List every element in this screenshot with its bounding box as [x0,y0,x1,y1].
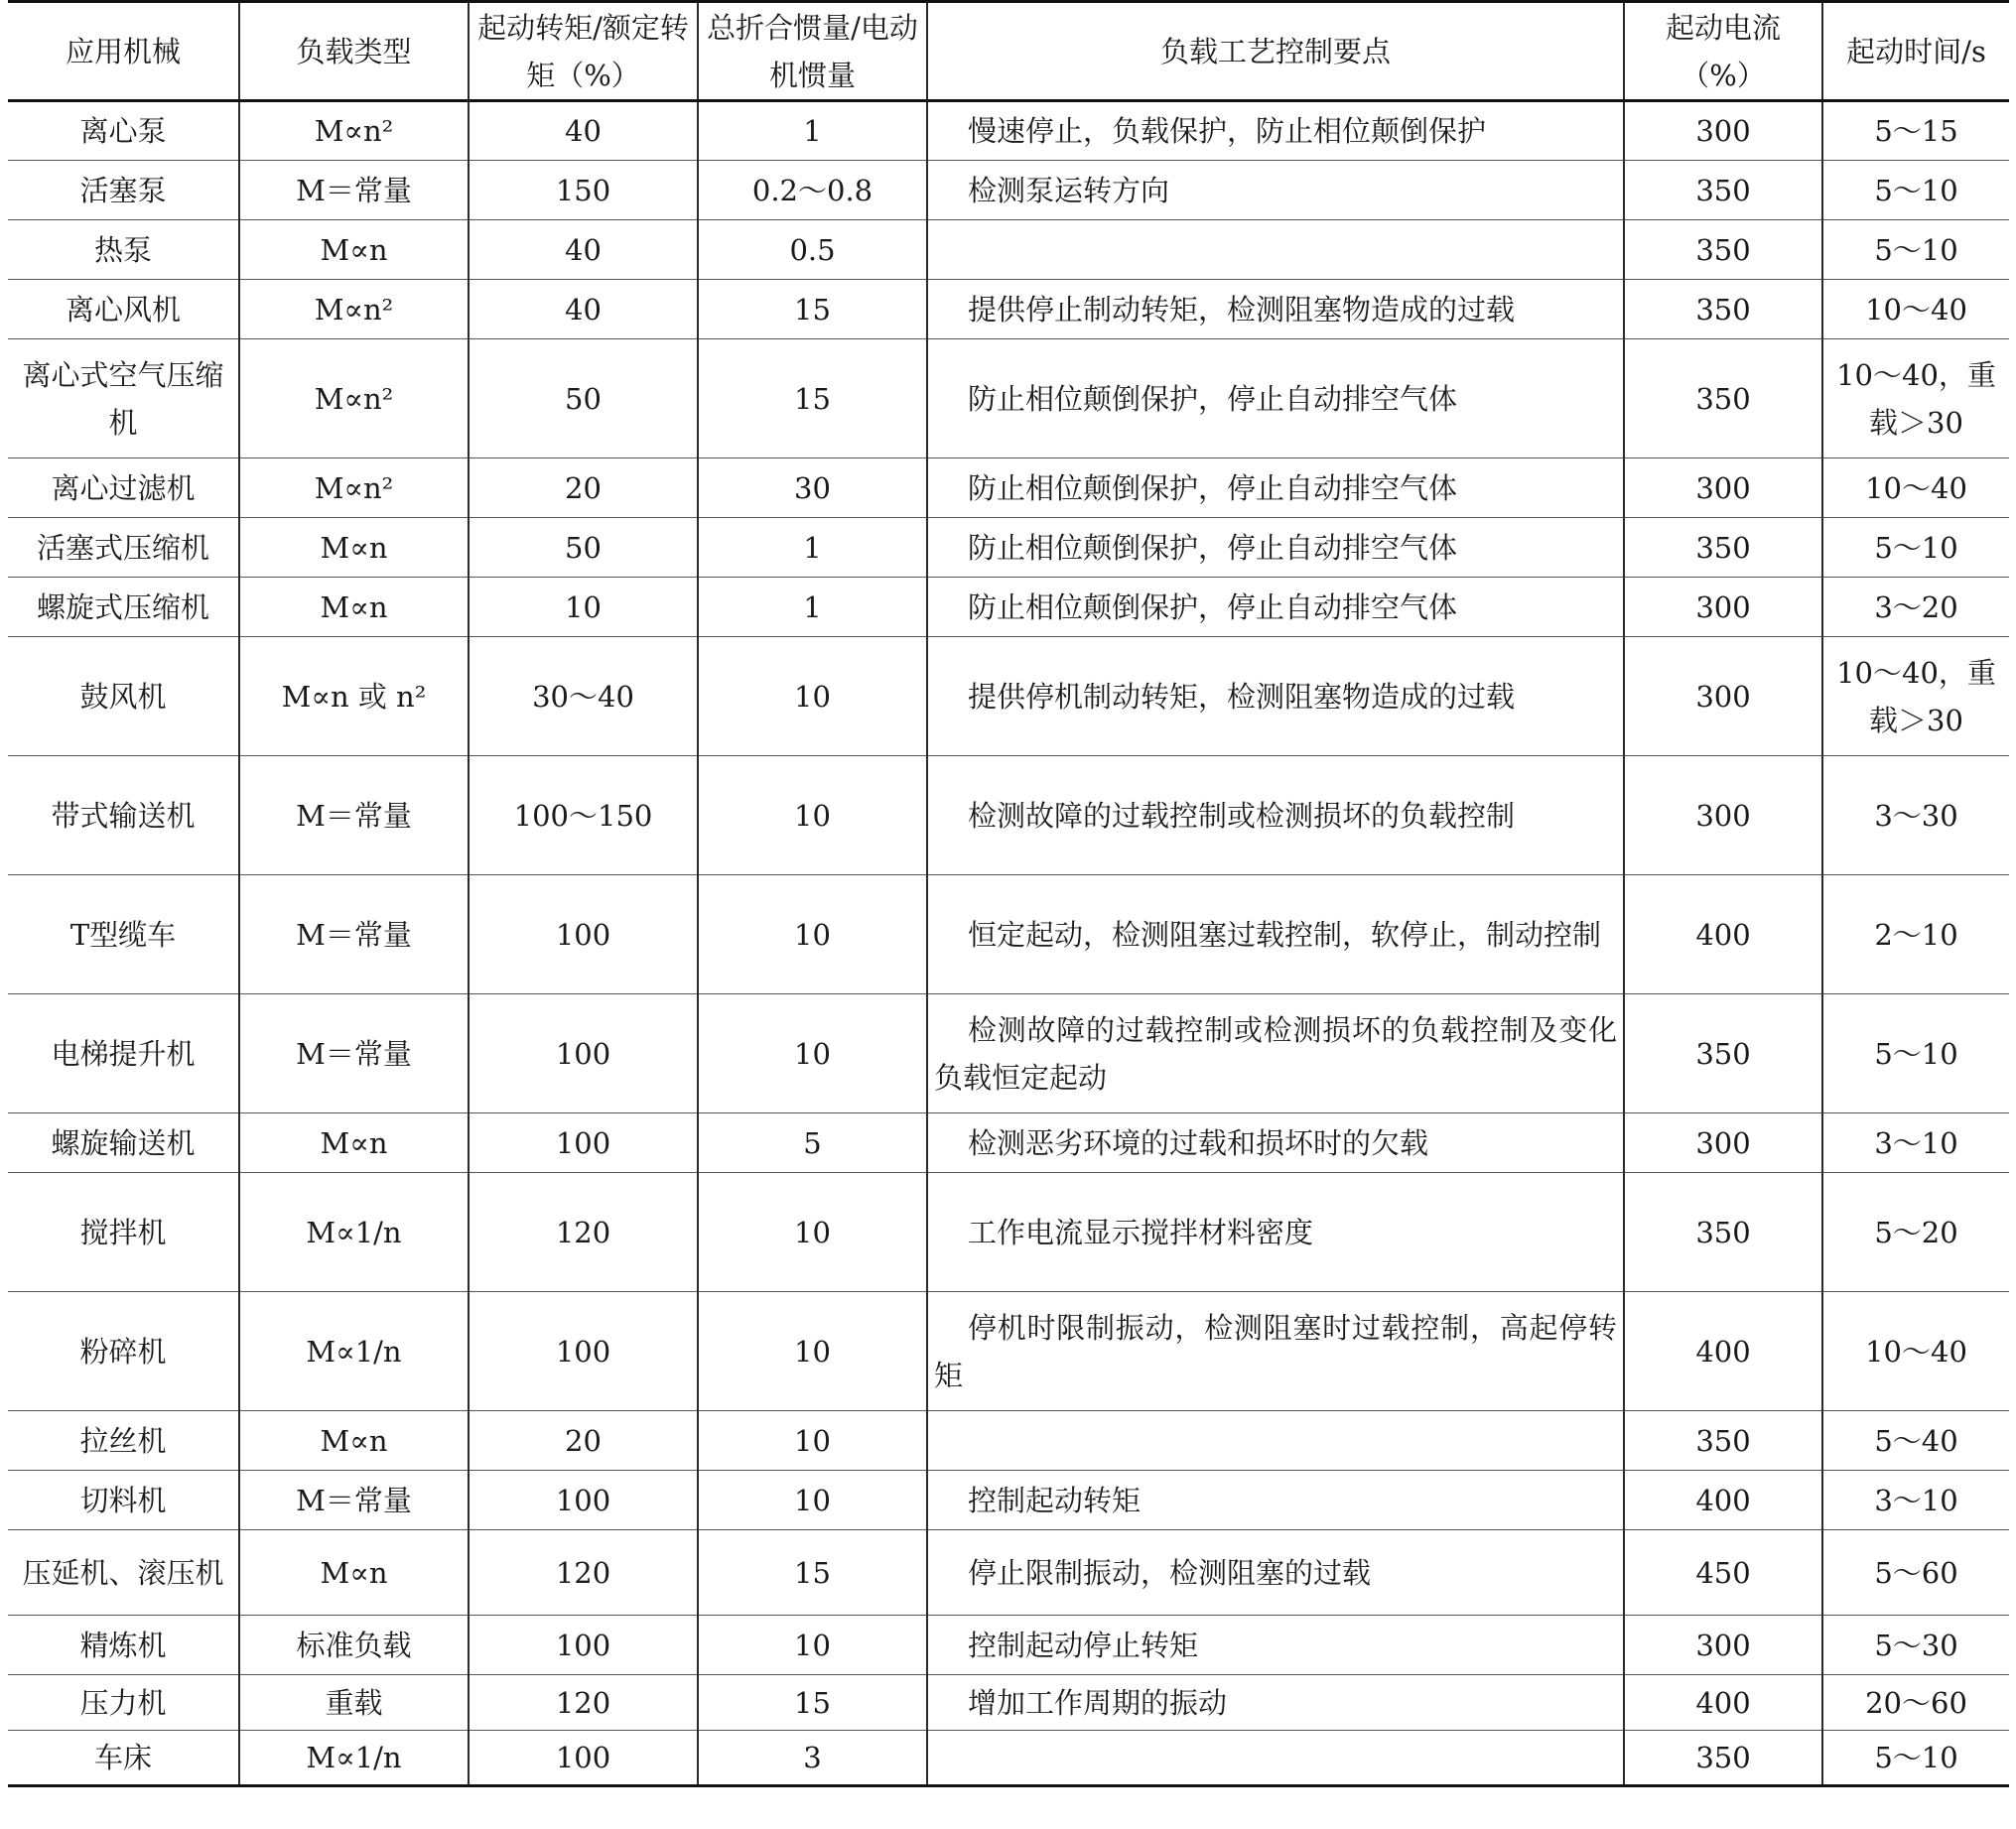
cell-inertia: 1 [698,101,927,161]
cell-start-torque: 100 [469,1113,698,1173]
cell-start-torque: 20 [469,458,698,518]
cell-machine: 螺旋输送机 [8,1113,239,1173]
cell-start-torque: 20 [469,1411,698,1471]
cell-start-torque: 40 [469,220,698,280]
cell-start-current: 350 [1624,994,1822,1113]
cell-load-type: M∝n [239,578,469,637]
cell-machine: 离心式空气压缩机 [8,339,239,458]
cell-inertia: 10 [698,756,927,875]
table-row [8,1471,2009,1530]
cell-inertia: 10 [698,1471,927,1530]
cell-load-type: M∝n 或 n² [239,637,469,756]
cell-start-current: 350 [1624,339,1822,458]
cell-start-current: 300 [1624,458,1822,518]
control-text: 防止相位颠倒保护，停止自动排空气体 [968,470,1458,505]
cell-load-type: M＝常量 [239,875,469,994]
table-row [8,875,2009,994]
cell-control [927,875,1624,994]
header-load-type: 负载类型 [239,2,469,101]
cell-inertia: 5 [698,1113,927,1173]
control-text: 检测故障的过载控制或检测损坏的负载控制及变化负载恒定起动 [934,1012,1617,1095]
control-text: 检测故障的过载控制或检测损坏的负载控制 [968,798,1516,833]
cell-start-torque: 100 [469,1292,698,1411]
cell-start-current: 300 [1624,1113,1822,1173]
cell-load-type: M∝1/n [239,1292,469,1411]
cell-start-current: 450 [1624,1530,1822,1616]
cell-start-torque: 30～40 [469,637,698,756]
table-row [8,220,2009,280]
cell-start-torque: 120 [469,1675,698,1731]
cell-start-current: 350 [1624,1173,1822,1292]
cell-load-type: M∝1/n [239,1173,469,1292]
cell-load-type: M＝常量 [239,756,469,875]
cell-start-current: 300 [1624,756,1822,875]
cell-start-current: 400 [1624,875,1822,994]
cell-load-type: M∝n² [239,458,469,518]
cell-machine: 切料机 [8,1471,239,1530]
cell-start-time: 10～40 [1822,280,2009,339]
cell-start-torque: 40 [469,101,698,161]
cell-machine: 压力机 [8,1675,239,1731]
cell-control [927,220,1624,280]
header-start-time: 起动时间/s [1822,2,2009,101]
cell-start-current: 350 [1624,1731,1822,1786]
table-row [8,637,2009,756]
cell-machine: 粉碎机 [8,1292,239,1411]
cell-control [927,458,1624,518]
table-row [8,458,2009,518]
header-machine: 应用机械 [8,2,239,101]
cell-start-time: 5～15 [1822,101,2009,161]
control-text: 慢速停止，负载保护，防止相位颠倒保护 [968,114,1487,148]
cell-start-current: 400 [1624,1292,1822,1411]
cell-inertia: 10 [698,1616,927,1675]
cell-start-time: 5～40 [1822,1411,2009,1471]
control-text: 控制起动停止转矩 [968,1628,1199,1662]
cell-inertia: 30 [698,458,927,518]
cell-inertia: 15 [698,339,927,458]
cell-inertia: 15 [698,280,927,339]
cell-machine: 搅拌机 [8,1173,239,1292]
cell-start-time: 5～10 [1822,161,2009,220]
cell-load-type: M∝n [239,1530,469,1616]
cell-load-type: 重载 [239,1675,469,1731]
cell-control [927,518,1624,578]
cell-start-time: 20～60 [1822,1675,2009,1731]
cell-control [927,578,1624,637]
cell-start-time: 5～30 [1822,1616,2009,1675]
cell-load-type: M∝n [239,220,469,280]
cell-start-current: 350 [1624,518,1822,578]
cell-control [927,280,1624,339]
header-row [8,2,2009,101]
cell-inertia: 10 [698,637,927,756]
table-row [8,578,2009,637]
cell-start-current: 300 [1624,101,1822,161]
cell-start-time: 5～10 [1822,220,2009,280]
cell-start-torque: 100 [469,875,698,994]
control-text: 提供停止制动转矩，检测阻塞物造成的过载 [968,292,1516,327]
cell-start-current: 350 [1624,220,1822,280]
cell-start-torque: 100～150 [469,756,698,875]
cell-control [927,1292,1624,1411]
cell-load-type: M＝常量 [239,161,469,220]
cell-load-type: M∝n² [239,280,469,339]
cell-control [927,1675,1624,1731]
cell-load-type: M∝n [239,1411,469,1471]
cell-load-type: M∝n [239,1113,469,1173]
cell-start-current: 300 [1624,578,1822,637]
control-text: 检测恶劣环境的过载和损坏时的欠载 [968,1125,1429,1160]
cell-machine: 活塞泵 [8,161,239,220]
cell-start-time: 5～60 [1822,1530,2009,1616]
cell-inertia: 10 [698,994,927,1113]
cell-start-time: 10～40 [1822,1292,2009,1411]
header-inertia: 总折合惯量/电动机惯量 [698,2,927,101]
cell-start-current: 350 [1624,280,1822,339]
cell-start-time: 3～10 [1822,1113,2009,1173]
cell-control [927,1530,1624,1616]
cell-machine: 鼓风机 [8,637,239,756]
cell-start-current: 350 [1624,161,1822,220]
header-control: 负载工艺控制要点 [927,2,1624,101]
cell-start-torque: 120 [469,1173,698,1292]
cell-start-torque: 100 [469,1731,698,1786]
control-text: 控制起动转矩 [968,1483,1142,1517]
header-start-current: 起动电流（%） [1624,2,1822,101]
cell-start-torque: 120 [469,1530,698,1616]
table-row [8,280,2009,339]
cell-start-time: 5～20 [1822,1173,2009,1292]
cell-start-time: 5～10 [1822,518,2009,578]
cell-machine: 离心过滤机 [8,458,239,518]
cell-start-time: 10～40，重载＞30 [1822,637,2009,756]
cell-machine: 离心泵 [8,101,239,161]
control-text: 防止相位颠倒保护，停止自动排空气体 [968,589,1458,624]
cell-inertia: 10 [698,875,927,994]
cell-control [927,161,1624,220]
cell-start-current: 300 [1624,637,1822,756]
cell-start-torque: 10 [469,578,698,637]
control-text: 停机时限制振动，检测阻塞时过载控制，高起停转矩 [934,1310,1617,1392]
cell-start-time: 10～40，重载＞30 [1822,339,2009,458]
cell-inertia: 10 [698,1173,927,1292]
cell-start-current: 400 [1624,1471,1822,1530]
cell-inertia: 15 [698,1675,927,1731]
table-row [8,1731,2009,1786]
cell-start-time: 3～10 [1822,1471,2009,1530]
cell-start-torque: 100 [469,994,698,1113]
table-row [8,101,2009,161]
cell-inertia: 1 [698,578,927,637]
cell-start-time: 5～10 [1822,1731,2009,1786]
table-row [8,161,2009,220]
cell-start-time: 3～30 [1822,756,2009,875]
cell-control [927,1471,1624,1530]
cell-machine: T型缆车 [8,875,239,994]
cell-machine: 热泵 [8,220,239,280]
cell-machine: 车床 [8,1731,239,1786]
cell-load-type: M∝n [239,518,469,578]
table-row [8,1530,2009,1616]
cell-start-current: 300 [1624,1616,1822,1675]
table-row [8,518,2009,578]
table-row [8,756,2009,875]
motor-load-table [8,0,2009,1787]
cell-inertia: 15 [698,1530,927,1616]
cell-start-time: 10～40 [1822,458,2009,518]
cell-inertia: 10 [698,1411,927,1471]
cell-machine: 带式输送机 [8,756,239,875]
cell-machine: 精炼机 [8,1616,239,1675]
cell-control [927,339,1624,458]
cell-start-current: 400 [1624,1675,1822,1731]
cell-start-torque: 100 [469,1471,698,1530]
cell-inertia: 0.5 [698,220,927,280]
cell-control [927,637,1624,756]
cell-load-type: M∝n² [239,101,469,161]
cell-control [927,1731,1624,1786]
cell-start-torque: 50 [469,518,698,578]
cell-start-time: 3～20 [1822,578,2009,637]
table-row [8,1675,2009,1731]
control-text: 恒定起动，检测阻塞过载控制，软停止，制动控制 [968,917,1602,952]
spec-table-wrapper [8,0,2009,1787]
control-text: 防止相位颠倒保护，停止自动排空气体 [968,530,1458,565]
cell-inertia: 3 [698,1731,927,1786]
table-row [8,1411,2009,1471]
header-start-torque: 起动转矩/额定转矩（%） [469,2,698,101]
cell-control [927,1173,1624,1292]
cell-control [927,1113,1624,1173]
cell-control [927,756,1624,875]
control-text: 防止相位颠倒保护，停止自动排空气体 [968,381,1458,416]
table-row [8,994,2009,1113]
cell-machine: 电梯提升机 [8,994,239,1113]
cell-load-type: M∝n² [239,339,469,458]
cell-inertia: 10 [698,1292,927,1411]
cell-load-type: M＝常量 [239,994,469,1113]
cell-start-torque: 40 [469,280,698,339]
cell-load-type: M∝1/n [239,1731,469,1786]
cell-start-time: 2～10 [1822,875,2009,994]
cell-machine: 拉丝机 [8,1411,239,1471]
cell-inertia: 0.2～0.8 [698,161,927,220]
cell-start-time: 5～10 [1822,994,2009,1113]
control-text: 工作电流显示搅拌材料密度 [968,1215,1314,1249]
cell-load-type: 标准负载 [239,1616,469,1675]
control-text: 检测泵运转方向 [968,173,1170,207]
control-text: 提供停机制动转矩，检测阻塞物造成的过载 [968,679,1516,714]
cell-start-torque: 100 [469,1616,698,1675]
table-row [8,1616,2009,1675]
cell-control [927,994,1624,1113]
cell-machine: 压延机、滚压机 [8,1530,239,1616]
cell-start-current: 350 [1624,1411,1822,1471]
control-text: 停止限制振动，检测阻塞的过载 [968,1555,1372,1590]
cell-load-type: M＝常量 [239,1471,469,1530]
cell-inertia: 1 [698,518,927,578]
cell-machine: 活塞式压缩机 [8,518,239,578]
cell-machine: 离心风机 [8,280,239,339]
table-body [8,101,2009,1786]
table-row [8,1113,2009,1173]
cell-machine: 螺旋式压缩机 [8,578,239,637]
cell-control [927,1411,1624,1471]
cell-start-torque: 150 [469,161,698,220]
cell-start-torque: 50 [469,339,698,458]
control-text: 增加工作周期的振动 [968,1685,1228,1720]
table-row [8,1292,2009,1411]
cell-control [927,101,1624,161]
cell-control [927,1616,1624,1675]
table-row [8,1173,2009,1292]
table-row [8,339,2009,458]
